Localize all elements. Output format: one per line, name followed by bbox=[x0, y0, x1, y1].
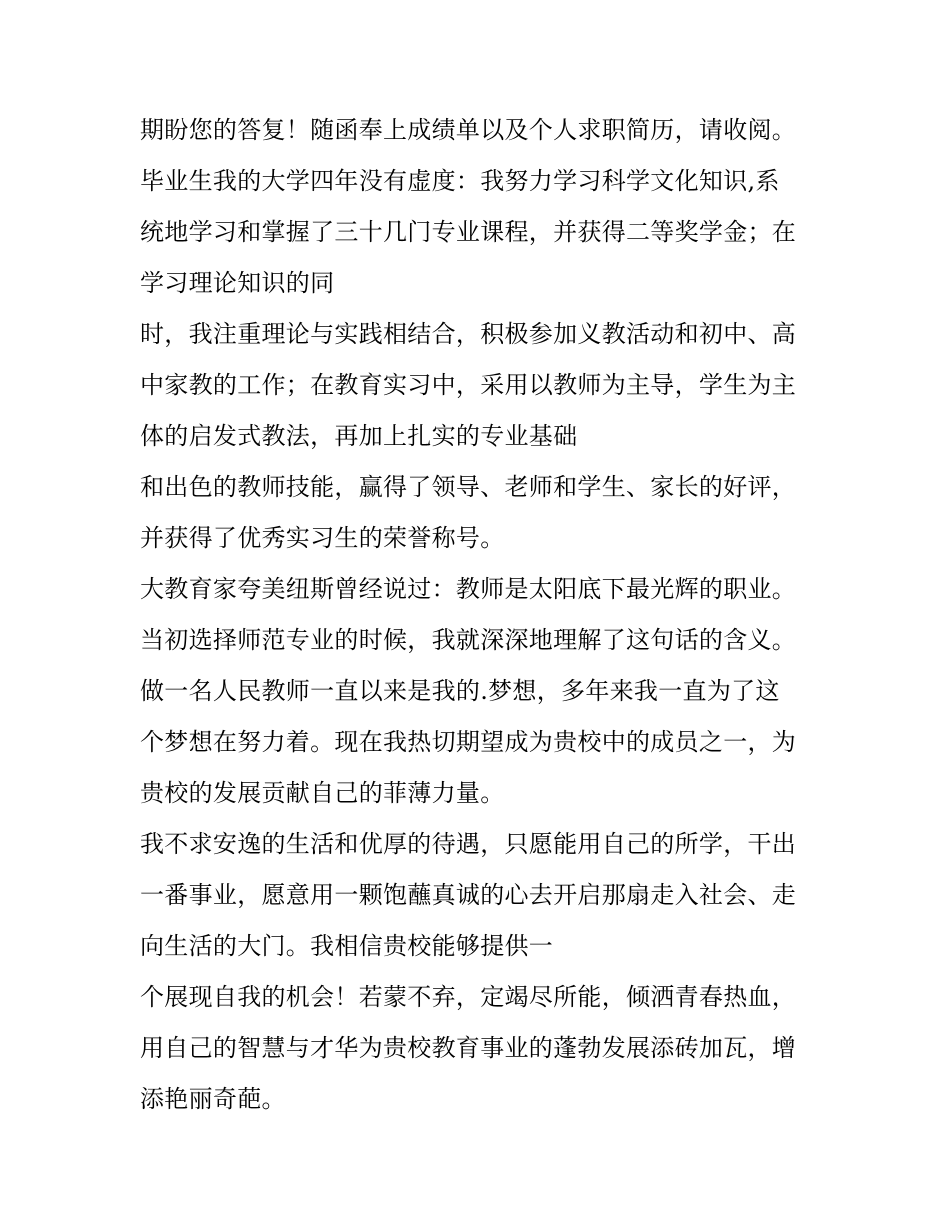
text-line: 一番事业，愿意用一颗饱蘸真诚的心去开启那扇走入社会、走 bbox=[140, 881, 797, 909]
text-line: 并获得了优秀实习生的荣誉称号。 bbox=[140, 524, 505, 552]
text-line: 个梦想在努力着。现在我热切期望成为贵校中的成员之一，为 bbox=[140, 728, 797, 756]
text-line: 我不求安逸的生活和优厚的待遇，只愿能用自己的所学，干出 bbox=[140, 830, 797, 858]
text-line: 统地学习和掌握了三十几门专业课程，并获得二等奖学金；在 bbox=[140, 218, 797, 246]
text-line: 中家教的工作；在教育实习中，采用以教师为主导，学生为主 bbox=[140, 371, 797, 399]
text-line: 用自己的智慧与才华为贵校教育事业的蓬勃发展添砖加瓦，增 bbox=[140, 1034, 797, 1062]
text-line: 添艳丽奇葩。 bbox=[140, 1085, 286, 1113]
text-line: 毕业生我的大学四年没有虚度：我努力学习科学文化知识,系 bbox=[140, 167, 780, 195]
text-line: 体的启发式教法，再加上扎实的专业基础 bbox=[140, 422, 578, 450]
text-line: 贵校的发展贡献自己的菲薄力量。 bbox=[140, 779, 505, 807]
text-line: 个展现自我的机会！若蒙不弃，定竭尽所能，倾洒青春热血， bbox=[140, 983, 797, 1011]
text-line: 期盼您的答复！随函奉上成绩单以及个人求职简历，请收阅。 bbox=[140, 116, 797, 144]
text-line: 当初选择师范专业的时候，我就深深地理解了这句话的含义。 bbox=[140, 626, 797, 654]
text-line: 时，我注重理论与实践相结合，积极参加义教活动和初中、高 bbox=[140, 320, 797, 348]
text-line: 和出色的教师技能，赢得了领导、老师和学生、家长的好评， bbox=[140, 473, 797, 501]
letter-body bbox=[140, 105, 820, 1125]
text-line: 学习理论知识的同 bbox=[140, 269, 335, 297]
text-line: 向生活的大门。我相信贵校能够提供一 bbox=[140, 932, 554, 960]
text-line: 大教育家夸美纽斯曾经说过：教师是太阳底下最光辉的职业。 bbox=[140, 575, 797, 603]
text-line: 做一名人民教师一直以来是我的.梦想，多年来我一直为了这 bbox=[140, 677, 780, 705]
